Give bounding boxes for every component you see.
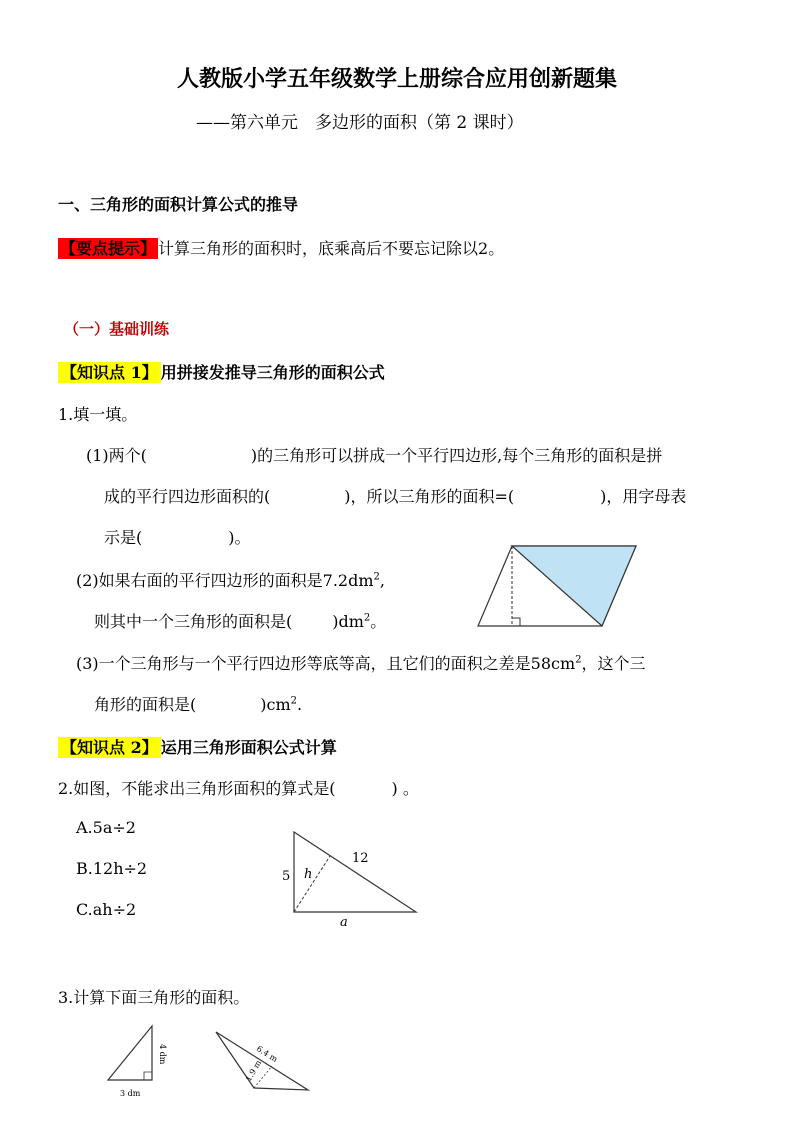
q1-p3-text-c: 角形的面积是( [94, 695, 197, 714]
q2-option-b[interactable]: B.12h÷2 [76, 859, 148, 878]
q1-p2-line1: (2)如果右面的平行四边形的面积是$7.2dm^2$, [76, 571, 385, 590]
q2-option-c[interactable]: C.ah÷2 [76, 900, 137, 919]
hint-text: 计算三角形的面积时，底乘高后不要忘记除以2。 [158, 239, 505, 258]
height-label: 1.9 m [243, 1058, 264, 1083]
kp2-badge: 【知识点 2】 [58, 737, 161, 758]
q1-p2-line2: 则其中一个三角形的面积是( )$dm^2$。 [94, 612, 387, 631]
q2-option-a[interactable]: A.5a÷2 [76, 818, 136, 837]
q2-triangle-figure [276, 826, 426, 930]
q1-p1-text-e: )，用字母表 [600, 487, 687, 506]
q1-p1-text-g: )。 [228, 528, 251, 547]
side-label-5: 5 [282, 869, 291, 884]
kp1-text: 用拼接发推导三角形的面积公式 [160, 363, 385, 382]
q1-p3-line1 [76, 651, 646, 674]
q1-p1-text-b: )的三角形可以拼成一个平行四边形,每个三角形的面积是拼 [250, 446, 663, 465]
q2-stem [58, 776, 419, 799]
page-subtitle: ——第六单元 多边形的面积（第 2 课时） [196, 113, 524, 133]
height-label-h: h [304, 867, 313, 882]
q1-stem: 1.填一填。 [58, 405, 138, 424]
right-angle-mark [144, 1072, 152, 1080]
kp1-line [58, 360, 385, 383]
q1-p1-line3 [104, 525, 251, 548]
q2-stem-end: ) 。 [391, 779, 419, 798]
kp2-text: 运用三角形面积公式计算 [160, 738, 337, 757]
q1-p3-text-b: ，这个三 [581, 654, 646, 673]
superscript: 2 [290, 695, 297, 707]
q1-p1-text-f: 示是( [104, 528, 143, 547]
base-label: 3 dm [120, 1089, 141, 1098]
q1-p3-text-a: (3)一个三角形与一个平行四边形等底等高，且它们的面积之差是58cm [76, 654, 576, 673]
base-label-a: a [340, 915, 348, 930]
q1-p2-text-b: 则其中一个三角形的面积是( [94, 612, 293, 631]
q1-p2-text-a: (2)如果右面的平行四边形的面积是7.2dm [76, 571, 374, 590]
superscript: 2 [363, 612, 371, 624]
q1-p3-text-d: )cm [260, 695, 291, 714]
kp1-badge: 【知识点 1】 [58, 362, 161, 383]
page-title: 人教版小学五年级数学上册综合应用创新题集 [176, 66, 617, 92]
q3-obtuse-triangle-figure [208, 1022, 312, 1102]
triangle-outline [216, 1032, 308, 1090]
q3-stem: 3.计算下面三角形的面积。 [58, 988, 250, 1007]
height-label: 4 dm [158, 1044, 167, 1065]
basic-training-heading: （一）基础训练 [64, 320, 170, 338]
q1-p3-line2: 角形的面积是( )$cm^2$. [94, 695, 303, 714]
parallelogram-figure [474, 540, 640, 630]
q3-right-triangle-figure [100, 1020, 172, 1102]
q1-p1-text-a: (1)两个( [86, 446, 147, 465]
side-label: 6.4 m [254, 1044, 280, 1064]
height-line [294, 856, 330, 912]
q1-p1-text-d: )，所以三角形的面积=( [344, 487, 515, 506]
kp2-line [58, 735, 337, 758]
hint-line [58, 236, 504, 259]
q1-p1-line2 [104, 484, 686, 507]
superscript: 2 [373, 571, 380, 583]
superscript: 2 [575, 654, 582, 666]
q1-p2-text-c: )dm [332, 612, 364, 631]
q2-stem-text: 2.如图，不能求出三角形面积的算式是( [58, 779, 336, 798]
section-heading: 一、三角形的面积计算公式的推导 [58, 195, 299, 214]
q1-p1-line1 [86, 443, 662, 466]
q1-p1-text-c: 成的平行四边形面积的( [104, 487, 271, 506]
side-label-12: 12 [352, 851, 369, 866]
hint-badge: 【要点提示】 [60, 239, 157, 258]
